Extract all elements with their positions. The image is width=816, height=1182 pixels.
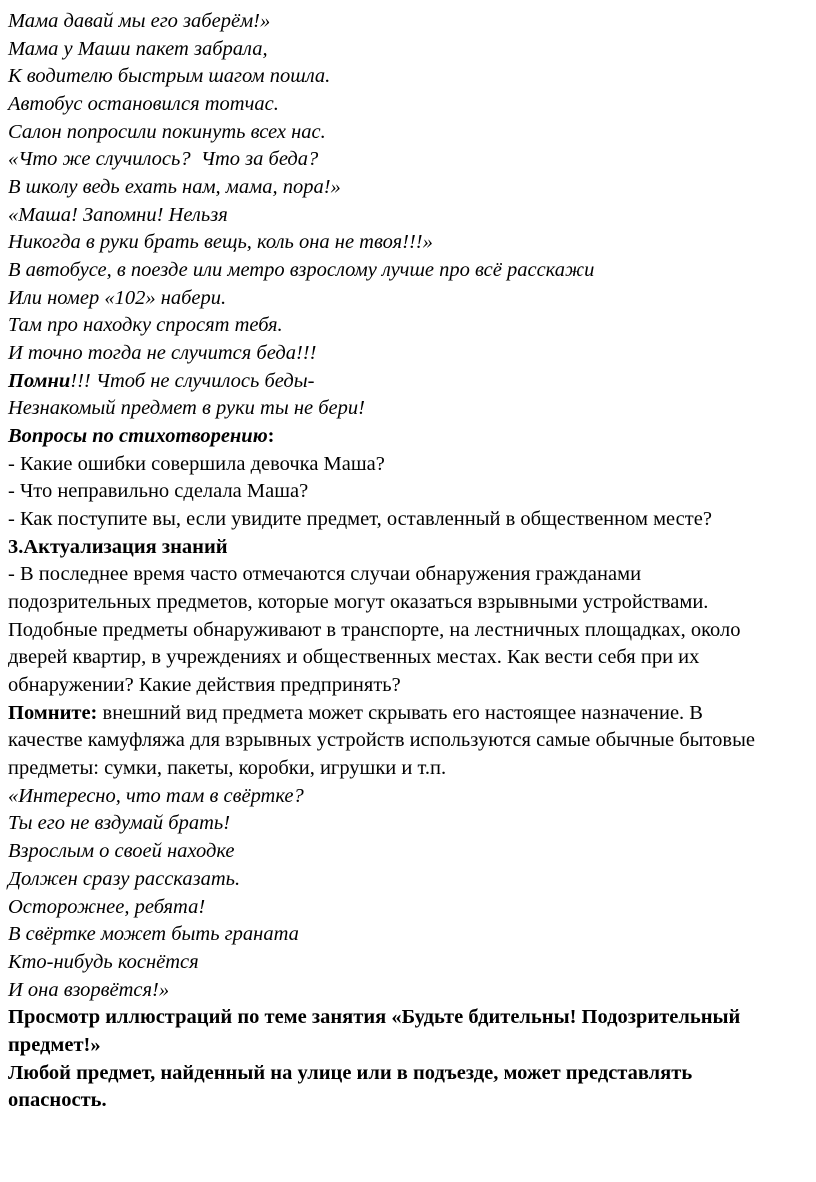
poem-line: Мама давай мы его заберём!» xyxy=(8,10,271,32)
document-body xyxy=(8,8,768,1115)
poem-line: «Что же случилось? Что за беда? xyxy=(8,148,319,171)
poem-line: «Интересно, что там в свёртке? xyxy=(8,784,304,807)
poem-line: Никогда в руки брать вещь, коль она не твоя!!!» xyxy=(8,231,433,254)
poem-line: Или номер «102» набери. xyxy=(8,286,227,309)
poem-line-pomni xyxy=(8,368,768,396)
poem-line: Там про находку спросят тебя. xyxy=(8,314,283,337)
remember-rest: внешний вид предмета может скрывать его настоящее назначение. В качестве камуфляжа для взрывных устройств используются самые обычные бытовые предметы: сумки, пакеты, коробки, игрушки и т.п. xyxy=(8,701,755,780)
poem-line: В автобусе, в поезде или метро взрослому лучше про всё расскажи xyxy=(8,259,595,282)
poem-line: Незнакомый предмет в руки ты не бери! xyxy=(8,397,365,420)
paragraph-actualization: - В последнее время часто отмечаются случаи обнаружения гражданами подозрительных предметов, которые могут оказаться взрывными устройствами. Подобные предметы обнаруживают в транспорте, на лестничных площадках, около дверей квартир, в учреждениях и общественных местах. Как вести себя при их обнаружении? Какие действия предпринять? xyxy=(8,563,741,697)
paragraph-remember xyxy=(8,700,768,783)
poem-line: Салон попросили покинуть всех нас. xyxy=(8,120,326,143)
question-item: - Что неправильно сделала Маша? xyxy=(8,480,309,503)
poem-line: Должен сразу рассказать. xyxy=(8,867,241,890)
poem-line: И точно тогда не случится беда!!! xyxy=(8,342,317,365)
poem-line: В школу ведь ехать нам, мама, пора!» xyxy=(8,176,341,199)
poem-line: К водителю быстрым шагом пошла. xyxy=(8,65,331,88)
poem-line: Осторожнее, ребята! xyxy=(8,895,206,918)
poem-line: Взрослым о своей находке xyxy=(8,840,235,863)
poem-line: Кто-нибудь коснётся xyxy=(8,950,199,973)
closing-statement: Просмотр иллюстраций по теме занятия «Будьте бдительны! Подозрительный предмет!» xyxy=(8,1006,741,1056)
poem-line: И она взорвётся!» xyxy=(8,978,170,1001)
closing-statement: Любой предмет, найденный на улице или в подъезде, может представлять опасность. xyxy=(8,1061,693,1112)
poem-line: Мама у Маши пакет забрала, xyxy=(8,37,268,60)
questions-heading xyxy=(8,423,768,451)
pomni-rest: !!! Чтоб не случилось беды- xyxy=(70,369,315,392)
poem-line: Автобус остановился тотчас. xyxy=(8,93,279,116)
poem-line: Ты его не вздумай брать! xyxy=(8,812,231,835)
questions-heading-text: Вопросы по стихотворению xyxy=(8,425,268,448)
questions-heading-colon: : xyxy=(267,425,275,448)
pomni-bold: Помни xyxy=(8,369,71,392)
question-item: - Какие ошибки совершила девочка Маша? xyxy=(8,452,385,475)
question-item: - Как поступите вы, если увидите предмет, оставленный в общественном месте? xyxy=(8,508,712,531)
remember-bold: Помните: xyxy=(8,701,98,724)
poem-line: «Маша! Запомни! Нельзя xyxy=(8,203,228,226)
poem-line: В свёртке может быть граната xyxy=(8,923,299,946)
section-heading: 3.Актуализация знаний xyxy=(8,535,228,558)
